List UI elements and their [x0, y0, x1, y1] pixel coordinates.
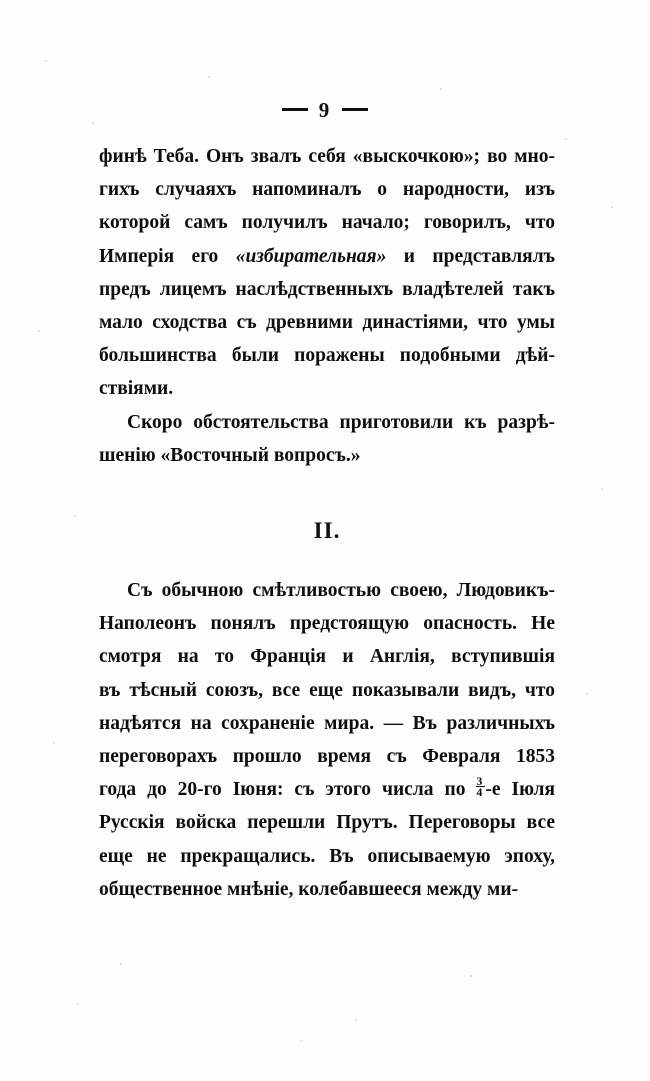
page-content [99, 140, 555, 906]
paper-speck [74, 515, 76, 517]
paper-speck [120, 963, 122, 965]
italic-phrase: «избирательная» [235, 245, 387, 267]
line-prefix: года до 20-го Іюня: съ этого числа по [99, 779, 477, 801]
line-suffix: -е Іюля [485, 779, 555, 801]
text-line: шенію «Восточный вопросъ.» [99, 444, 361, 466]
text-line: Русскія войска перешли Прутъ. Переговоры все [99, 812, 555, 834]
rule-right [342, 108, 368, 111]
text-line: переговорахъ прошло время съ Февраля 1853 [99, 746, 555, 768]
section-heading: II. [313, 518, 341, 544]
text-line: большинства были поражены подобными дѣй- [99, 345, 555, 367]
paragraph-2 [99, 406, 555, 472]
page-number: 9 [318, 98, 332, 122]
paper-speck [355, 1019, 357, 1021]
fraction [476, 776, 485, 798]
paragraph-3 [99, 574, 555, 906]
rule-left [282, 108, 308, 111]
text-line: предъ лицемъ наслѣдственныхъ владѣтелей такъ [99, 278, 555, 300]
paper-speck [601, 488, 603, 490]
text-line: финѣ Теба. Онъ звалъ себя «выскочкою»; во мно- [99, 146, 555, 167]
line-prefix: Имперія его [99, 245, 236, 267]
paragraph-1 [99, 140, 555, 406]
page-number-header [0, 98, 650, 123]
text-line: Скоро обстоятельства приготовили къ разрѣ- [127, 411, 555, 433]
paper-speck [45, 60, 47, 62]
text-line: надѣятся на сохраненіе мира. — Въ различныхъ [99, 712, 555, 734]
text-line: мало сходства съ древними династіями, что умы [99, 312, 555, 334]
paper-speck [586, 693, 588, 695]
paper-speck [611, 206, 613, 208]
paper-speck [565, 138, 567, 140]
text-line: общественное мнѣніе, колебавшееся между ми- [99, 878, 519, 900]
paper-speck [53, 742, 55, 744]
text-line: Наполеонъ понялъ предстоящую опасность. Не [99, 613, 555, 635]
paper-speck [470, 975, 472, 977]
text-line: въ тѣсный союзъ, все еще показывали видъ, что [99, 679, 555, 701]
text-line-with-fraction [99, 773, 555, 806]
paper-speck [440, 88, 442, 90]
fraction-numerator: 3 [476, 774, 483, 789]
text-line: гихъ случаяхъ напоминалъ о народности, изъ [99, 179, 555, 201]
text-line: ствіями. [99, 378, 174, 400]
paper-speck [300, 1040, 302, 1042]
text-line: Съ обычною смѣтливостью своею, Людовикъ- [127, 580, 555, 602]
line-suffix: и представлялъ [386, 245, 555, 267]
paper-speck [38, 330, 40, 332]
text-line: смотря на то Франція и Англія, вступившія [99, 646, 555, 668]
paper-speck [208, 76, 210, 78]
fraction-denominator: 4 [476, 786, 485, 798]
text-line: еще не прекращались. Въ описываемую эпоху, [99, 845, 555, 867]
text-line: которой самъ получилъ начало; говорилъ, что [99, 212, 555, 234]
paper-speck [77, 1003, 79, 1005]
text-line-with-italic [99, 240, 555, 273]
